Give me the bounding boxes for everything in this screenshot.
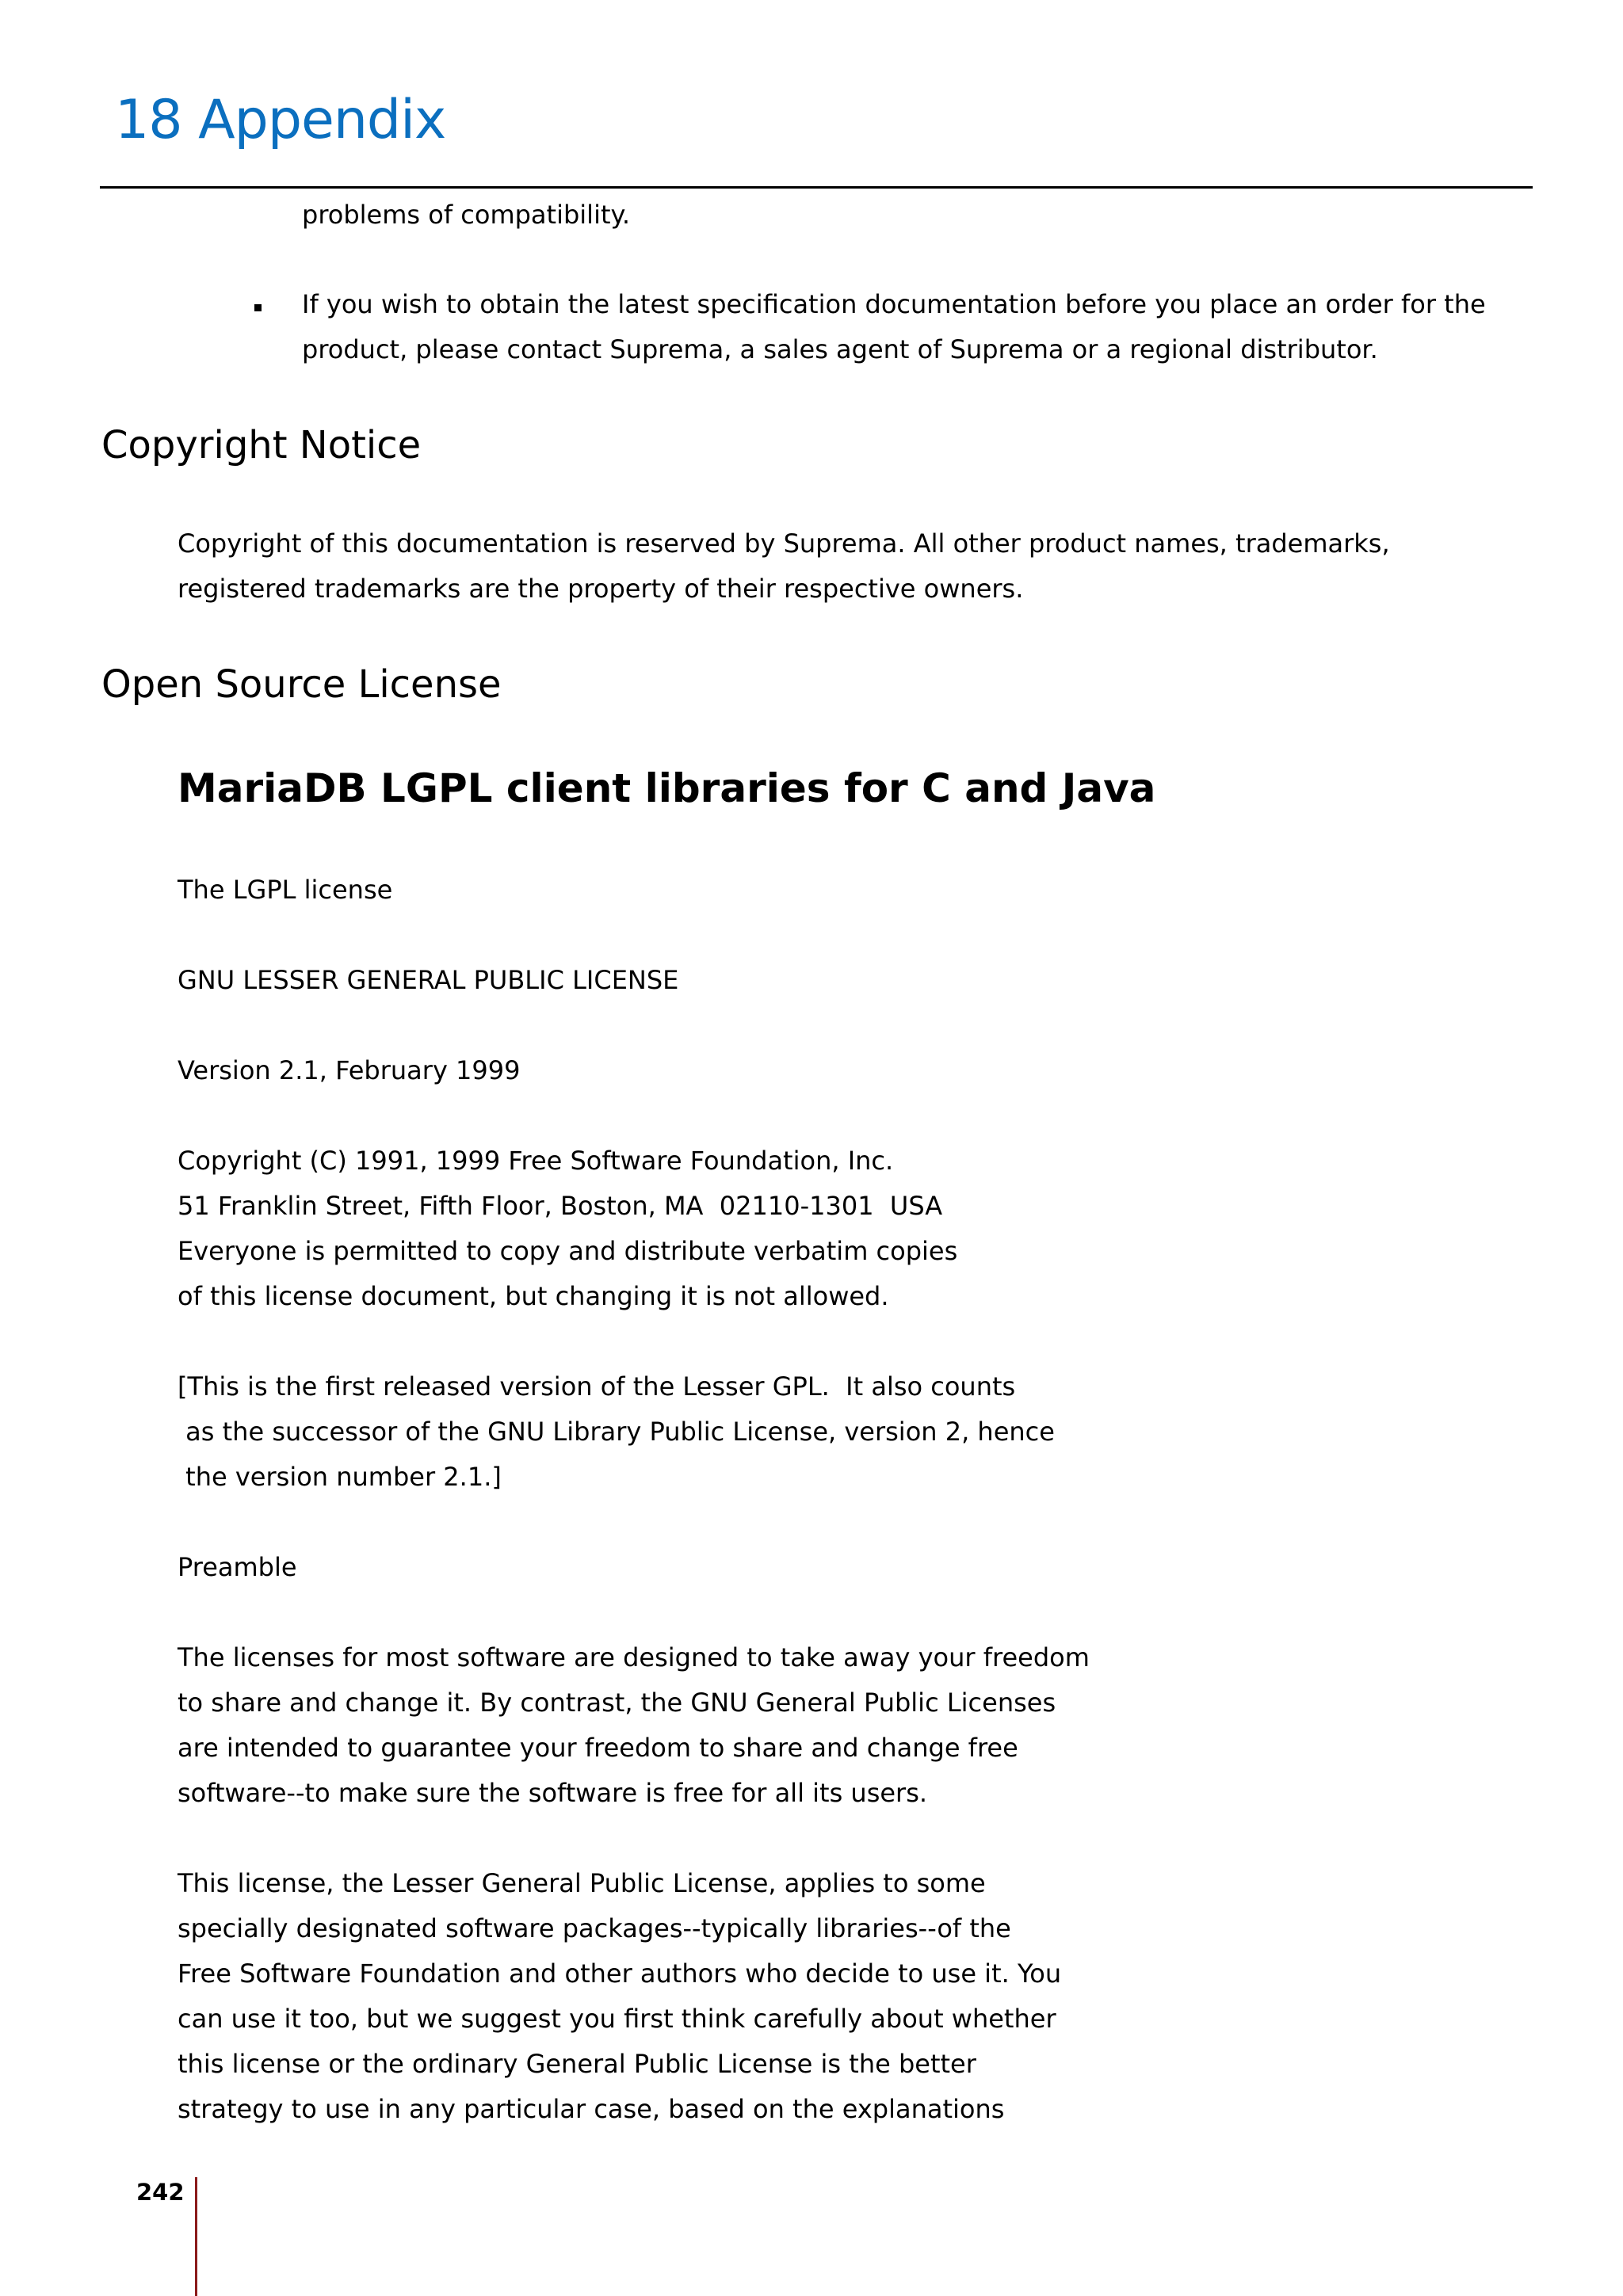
preamble-line: This license, the Lesser General Public License, applies to some (178, 1868, 986, 1898)
note-line: as the successor of the GNU Library Public License, version 2, hence (178, 1417, 1055, 1447)
preamble-line: can use it too, but we suggest you first think carefully about whether (178, 2004, 1056, 2034)
note-line: [This is the first released version of the Lesser GPL. It also counts (178, 1371, 1016, 1402)
copyright-heading: Copyright Notice (101, 423, 422, 467)
preamble-line: are intended to guarantee your freedom to share and change free (178, 1733, 1018, 1763)
header-divider (100, 186, 1533, 189)
page-number: 242 (136, 2179, 185, 2206)
open-source-heading: Open Source License (101, 662, 502, 707)
preamble-line: The licenses for most software are designed to take away your freedom (178, 1642, 1090, 1672)
preamble-heading: Preamble (178, 1552, 297, 1582)
copyright-block-line: of this license document, but changing it is not allowed. (178, 1281, 889, 1311)
mariadb-heading: MariaDB LGPL client libraries for C and Java (178, 765, 1156, 811)
copyright-block-line: Everyone is permitted to copy and distribute verbatim copies (178, 1236, 958, 1266)
copyright-block-line: 51 Franklin Street, Fifth Floor, Boston, MA 02110-1301 USA (178, 1191, 943, 1221)
preamble-line: strategy to use in any particular case, based on the explanations (178, 2094, 1005, 2124)
preamble-line: Free Software Foundation and other authors who decide to use it. You (178, 1958, 1062, 1989)
preamble-line: this license or the ordinary General Public License is the better (178, 2049, 976, 2079)
note-line: the version number 2.1.] (178, 1462, 502, 1492)
footer-divider (195, 2177, 197, 2296)
preamble-line: to share and change it. By contrast, the GNU General Public Licenses (178, 1688, 1056, 1718)
copyright-line: Copyright of this documentation is reserved by Suprema. All other product names, trademarks, (178, 528, 1390, 559)
license-label: The LGPL license (178, 875, 393, 905)
bullet-line: If you wish to obtain the latest specification documentation before you place an order for the (302, 289, 1486, 319)
chapter-title: 18 Appendix (115, 89, 446, 151)
continuation-line: problems of compatibility. (302, 200, 631, 230)
bullet-marker (254, 304, 262, 311)
copyright-block-line: Copyright (C) 1991, 1999 Free Software Foundation, Inc. (178, 1146, 894, 1176)
preamble-line: software--to make sure the software is free for all its users. (178, 1778, 928, 1808)
license-version: Version 2.1, February 1999 (178, 1055, 521, 1085)
preamble-line: specially designated software packages--typically libraries--of the (178, 1913, 1011, 1943)
bullet-line: product, please contact Suprema, a sales agent of Suprema or a regional distributor. (302, 334, 1378, 364)
copyright-line: registered trademarks are the property of their respective owners. (178, 574, 1024, 604)
license-name: GNU LESSER GENERAL PUBLIC LICENSE (178, 965, 679, 995)
